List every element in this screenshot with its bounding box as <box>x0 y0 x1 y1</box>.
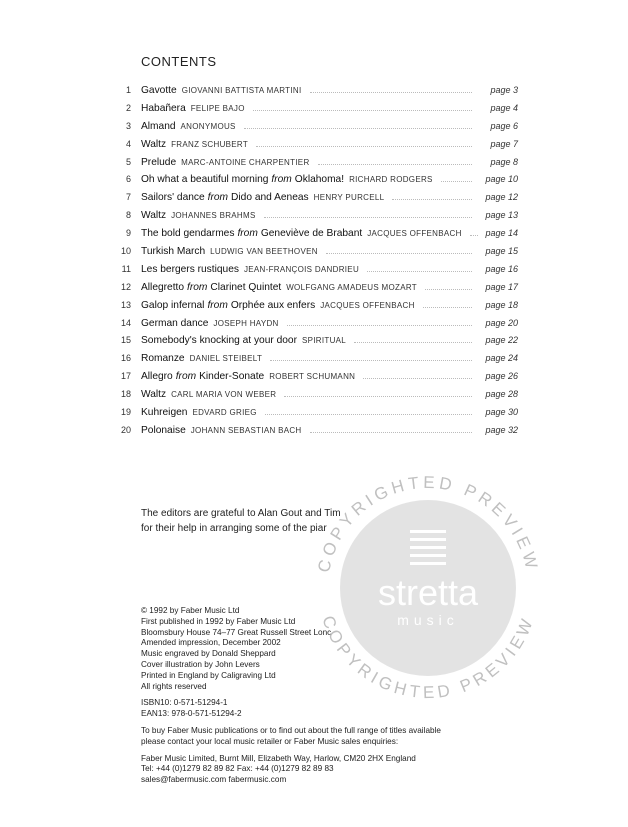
toc-source: Oklahoma! <box>294 174 345 186</box>
toc-composer: ANONYMOUS <box>180 121 236 131</box>
toc-composer: JACQUES OFFENBACH <box>367 229 462 239</box>
watermark-ring-top: COPYRIGHTED PREVIEW <box>314 472 542 575</box>
toc-title: Turkish March <box>141 246 206 258</box>
toc-entry <box>113 297 518 315</box>
toc-number: 19 <box>120 407 131 418</box>
toc-entry <box>113 261 518 279</box>
toc-entry <box>113 207 518 225</box>
toc-source: Dido and Aeneas <box>231 192 309 204</box>
toc-title: Gavotte <box>141 85 177 96</box>
credit-line: Amended impression, December 2002 <box>141 638 281 648</box>
watermark-brand: stretta <box>377 572 479 613</box>
credit-line: EAN13: 978-0-571-51294-2 <box>141 709 242 719</box>
credit-line: To buy Faber Music publications or to find out about the full range of titles available <box>141 725 441 735</box>
credit-line: Cover illustration by John Levers <box>141 659 260 669</box>
credit-line: First published in 1992 by Faber Music Ltd <box>141 616 296 626</box>
toc-composer: LUDWIG VAN BEETHOVEN <box>210 247 318 257</box>
toc-page: page 18 <box>485 299 518 310</box>
toc-from: from <box>237 228 258 240</box>
toc-entry <box>113 315 518 333</box>
acknowledgement-line: The editors are grateful to Alan Gout and Tim <box>141 508 341 519</box>
toc-title: Allegro <box>141 371 173 383</box>
toc-source: Kinder-Sonate <box>199 371 265 383</box>
toc-page: page 32 <box>485 424 518 435</box>
toc-entry <box>113 404 518 422</box>
toc-page: page 13 <box>485 210 518 221</box>
toc-source: Clarinet Quintet <box>210 281 282 293</box>
toc-page: page 15 <box>485 246 518 257</box>
credit-line: sales@fabermusic.com fabermusic.com <box>141 775 287 785</box>
watermark-sub: music <box>397 612 459 628</box>
credit-line: please contact your local music retailer or Faber Music sales enquiries: <box>141 736 399 746</box>
toc-number: 18 <box>120 389 131 400</box>
toc-title: Oh what a beautiful morning <box>141 174 269 186</box>
toc-from: from <box>271 174 292 186</box>
toc-composer: JEAN-FRANÇOIS DANDRIEU <box>243 264 360 274</box>
toc-composer: GIOVANNI BATTISTA MARTINI <box>181 86 302 95</box>
toc-leader <box>392 199 472 200</box>
credit-line: All rights reserved <box>141 681 207 691</box>
toc-entry <box>113 82 518 100</box>
toc-composer: EDVARD GRIEG <box>192 408 257 418</box>
toc-number: 14 <box>120 317 131 328</box>
toc-number: 3 <box>125 120 131 131</box>
credit-line: Printed in England by Caligraving Ltd <box>141 670 276 680</box>
toc-title: Waltz <box>141 138 167 150</box>
stretta-watermark <box>300 460 556 716</box>
toc-page: page 16 <box>485 263 518 274</box>
toc-number: 2 <box>125 102 131 113</box>
toc-leader <box>256 146 472 147</box>
toc-title: Sailors' dance <box>141 192 205 204</box>
toc-composer: JACQUES OFFENBACH <box>320 300 415 310</box>
toc-leader <box>284 396 472 397</box>
toc-number: 13 <box>120 299 131 310</box>
toc-title: Somebody's knocking at your door <box>141 335 297 347</box>
toc-leader <box>265 414 472 415</box>
toc-leader <box>264 217 472 218</box>
toc-title: Kuhreigen <box>141 407 188 419</box>
toc-page: page 10 <box>485 174 518 185</box>
watermark-ring-bottom: COPYRIGHTED PREVIEW <box>318 612 538 703</box>
toc-number: 7 <box>125 192 131 203</box>
toc-page: page 22 <box>485 335 518 346</box>
toc-composer: RICHARD RODGERS <box>349 175 433 185</box>
credit-line: ISBN10: 0-571-51294-1 <box>141 698 228 708</box>
toc-entry <box>113 279 518 297</box>
toc-title: Galop infernal <box>141 299 205 311</box>
toc-page: page 28 <box>485 389 518 400</box>
toc-page: page 17 <box>485 281 518 292</box>
toc-page: page 12 <box>485 192 518 203</box>
toc-title: Les bergers rustiques <box>141 263 239 275</box>
toc-leader <box>326 253 472 254</box>
toc-composer: MARC-ANTOINE CHARPENTIER <box>181 157 310 167</box>
toc-number: 16 <box>120 353 131 364</box>
toc-composer: JOHANNES BRAHMS <box>171 211 256 221</box>
toc-entry <box>113 171 518 189</box>
toc-number: 9 <box>125 228 131 239</box>
toc-leader <box>363 378 472 379</box>
toc-leader <box>253 110 472 111</box>
toc-from: from <box>207 299 228 311</box>
credit-line: Music engraved by Donald Sheppard <box>141 649 276 659</box>
toc-entry <box>113 154 518 172</box>
toc-page: page 7 <box>490 138 518 149</box>
toc-number: 4 <box>125 138 131 149</box>
toc-composer: WOLFGANG AMADEUS MOZART <box>286 282 417 292</box>
contents-heading: CONTENTS <box>141 54 217 69</box>
toc-entry <box>113 189 518 207</box>
toc-title: Allegretto <box>141 281 185 293</box>
toc-entry <box>113 100 518 118</box>
toc-title: Waltz <box>141 210 167 222</box>
credit-line: Bloomsbury House 74–77 Great Russell Street Lonc <box>141 627 332 637</box>
toc-title: Polonaise <box>141 424 186 436</box>
toc-number: 11 <box>121 263 131 274</box>
toc-title: The bold gendarmes <box>141 228 235 240</box>
toc-leader <box>441 181 472 182</box>
toc-from: from <box>175 371 197 383</box>
acknowledgement-line: for their help in arranging some of the piar <box>141 523 327 534</box>
credit-line: Tel: +44 (0)1279 82 89 82 Fax: +44 (0)1279 82 89 83 <box>141 764 334 774</box>
credit-line: Faber Music Limited, Burnt Mill, Elizabeth Way, Harlow, CM20 2HX England <box>141 753 416 763</box>
toc-from: from <box>207 192 229 204</box>
toc-composer: JOHANN SEBASTIAN BACH <box>190 425 302 435</box>
toc-title: Waltz <box>141 389 167 401</box>
table-of-contents <box>113 82 518 440</box>
toc-entry <box>113 225 518 243</box>
toc-composer: FRANZ SCHUBERT <box>171 139 249 149</box>
toc-entry <box>113 368 518 386</box>
toc-number: 10 <box>120 246 131 257</box>
toc-number: 1 <box>125 85 131 95</box>
toc-entry <box>113 136 518 154</box>
toc-leader <box>270 360 472 361</box>
toc-entry <box>113 243 518 261</box>
toc-entry <box>113 386 518 404</box>
toc-composer: DANIEL STEIBELT <box>189 354 263 364</box>
toc-source: Geneviève de Brabant <box>260 228 363 240</box>
toc-page: page 20 <box>485 317 518 328</box>
toc-entry <box>113 422 518 440</box>
toc-title: German dance <box>141 317 209 329</box>
toc-number: 8 <box>125 210 131 221</box>
toc-title: Habañera <box>141 102 186 114</box>
toc-number: 17 <box>120 371 131 382</box>
toc-page: page 26 <box>485 371 518 382</box>
toc-composer: CARL MARIA VON WEBER <box>171 390 277 400</box>
toc-number: 15 <box>120 335 131 346</box>
toc-title: Almand <box>141 120 176 132</box>
toc-leader <box>470 235 478 236</box>
toc-page: page 4 <box>490 102 518 113</box>
toc-page: page 3 <box>490 85 518 95</box>
toc-entry <box>113 118 518 136</box>
toc-number: 6 <box>125 174 131 185</box>
toc-leader <box>425 289 472 290</box>
toc-leader <box>287 325 472 326</box>
toc-page: page 6 <box>490 120 518 131</box>
toc-leader <box>310 432 472 433</box>
toc-leader <box>310 92 473 93</box>
toc-number: 20 <box>120 424 131 435</box>
toc-leader <box>423 307 472 308</box>
toc-composer: HENRY PURCELL <box>313 193 385 203</box>
toc-composer: ROBERT SCHUMANN <box>269 372 356 382</box>
toc-entry <box>113 332 518 350</box>
toc-leader <box>244 128 472 129</box>
toc-page: page 30 <box>485 407 518 418</box>
toc-title: Prelude <box>141 156 177 168</box>
toc-composer: JOSEPH HAYDN <box>213 318 279 328</box>
toc-leader <box>367 271 472 272</box>
toc-title: Romanze <box>141 353 185 365</box>
toc-composer: FELIPE BAJO <box>190 103 245 113</box>
toc-page: page 14 <box>485 228 518 239</box>
toc-page: page 8 <box>490 156 518 167</box>
credit-line: © 1992 by Faber Music Ltd <box>141 606 240 615</box>
toc-leader <box>318 164 472 165</box>
toc-leader <box>354 342 472 343</box>
toc-from: from <box>187 281 208 293</box>
toc-number: 12 <box>120 281 131 292</box>
toc-composer: SPIRITUAL <box>301 336 347 346</box>
toc-number: 5 <box>125 156 131 167</box>
toc-page: page 24 <box>485 353 518 364</box>
toc-source: Orphée aux enfers <box>230 299 316 311</box>
toc-entry <box>113 350 518 368</box>
